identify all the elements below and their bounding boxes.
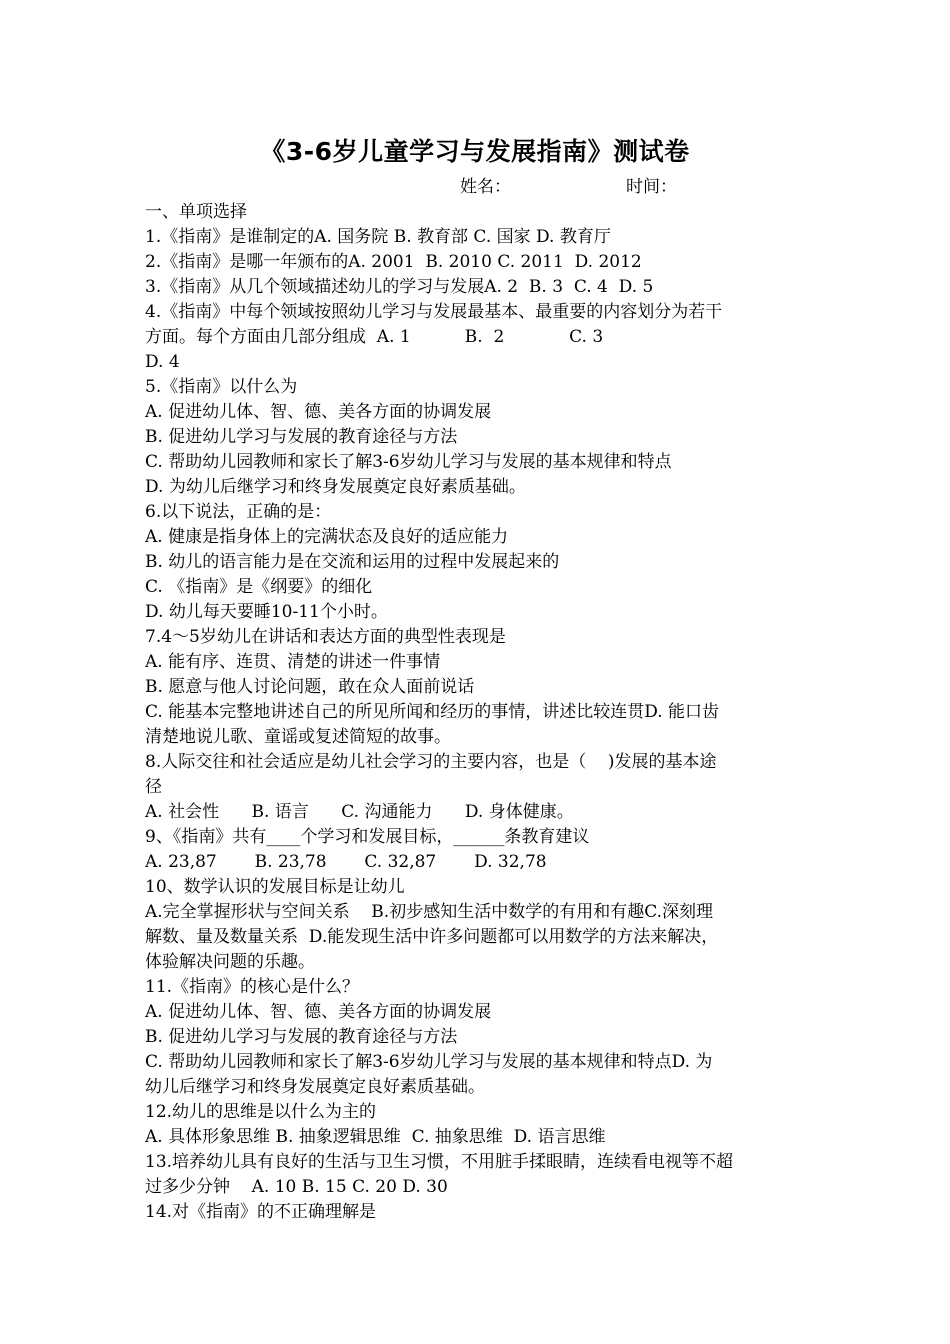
text-line: 过多少分钟 A. 10 B. 15 C. 20 D. 30 — [145, 1177, 448, 1197]
text-line: B. 愿意与他人讨论问题，敢在众人面前说话 — [145, 677, 475, 697]
text-line: C. 《指南》是《纲要》的细化 — [145, 577, 373, 597]
text-line: 幼儿后继学习和终身发展奠定良好素质基础。 — [145, 1077, 485, 1097]
text-line: B. 促进幼儿学习与发展的教育途径与方法 — [145, 1027, 458, 1047]
text-line: 体验解决问题的乐趣。 — [145, 952, 315, 972]
text-line: 12.幼儿的思维是以什么为主的 — [145, 1102, 377, 1122]
question-list — [145, 200, 813, 1225]
text-line: 1.《指南》是谁制定的A. 国务院 B. 教育部 C. 国家 D. 教育厅 — [145, 227, 611, 247]
text-line: A. 健康是指身体上的完满状态及良好的适应能力 — [145, 527, 509, 547]
text-line: A.完全掌握形状与空间关系 B.初步感知生活中数学的有用和有趣C.深刻理 — [145, 902, 713, 922]
text-line: D. 为幼儿后继学习和终身发展奠定良好素质基础。 — [145, 477, 526, 497]
text-line: 解数、量及数量关系 D.能发现生活中许多问题都可以用数学的方法来解决， — [145, 927, 719, 947]
text-line: 3.《指南》从几个领域描述幼儿的学习与发展A. 2 B. 3 C. 4 D. 5 — [145, 277, 654, 297]
text-line: 4.《指南》中每个领域按照幼儿学习与发展最基本、最重要的内容划分为若干 — [145, 302, 723, 322]
text-line: 清楚地说儿歌、童谣或复述简短的故事。 — [145, 727, 451, 747]
text-line: A. 社会性 B. 语言 C. 沟通能力 D. 身体健康。 — [145, 802, 574, 822]
document-title: 《3-6岁儿童学习与发展指南》测试卷 — [260, 137, 690, 166]
text-line: 13.培养幼儿具有良好的生活与卫生习惯，不用脏手揉眼睛，连续看电视等不超 — [145, 1152, 734, 1172]
text-line: B. 幼儿的语言能力是在交流和运用的过程中发展起来的 — [145, 552, 560, 572]
text-line: A. 促进幼儿体、智、德、美各方面的协调发展 — [145, 402, 492, 422]
text-line: C. 能基本完整地讲述自己的所见所闻和经历的事情，讲述比较连贯D. 能口齿 — [145, 702, 720, 722]
text-line: 9、《指南》共有____个学习和发展目标，______条教育建议 — [145, 827, 590, 847]
text-line: 10、数学认识的发展目标是让幼儿 — [145, 877, 405, 897]
text-line: 6.以下说法，正确的是： — [145, 502, 332, 522]
text-line: A. 具体形象思维 B. 抽象逻辑思维 C. 抽象思维 D. 语言思维 — [145, 1127, 606, 1147]
text-line: 2.《指南》是哪一年颁布的A. 2001 B. 2010 C. 2011 D. 2012 — [145, 252, 642, 272]
header-fields — [0, 175, 950, 200]
text-line: C. 帮助幼儿园教师和家长了解3-6岁幼儿学习与发展的基本规律和特点 — [145, 452, 672, 472]
text-line: A. 能有序、连贯、清楚的讲述一件事情 — [145, 652, 441, 672]
text-line: 7.4～5岁幼儿在讲话和表达方面的典型性表现是 — [145, 627, 506, 647]
text-line: D. 4 — [145, 352, 180, 372]
text-line: D. 幼儿每天要睡10-11个小时。 — [145, 602, 388, 622]
text-line: 一、单项选择 — [145, 202, 247, 222]
time-label: 时间： — [626, 177, 677, 197]
name-label: 姓名： — [460, 177, 511, 197]
text-line: 方面。每个方面由几部分组成 A. 1 B. 2 C. 3 — [145, 327, 604, 347]
text-line: B. 促进幼儿学习与发展的教育途径与方法 — [145, 427, 458, 447]
text-line: A. 23,87 B. 23,78 C. 32,87 D. 32,78 — [145, 852, 547, 872]
text-line: 径 — [145, 777, 162, 797]
text-line: 14.对《指南》的不正确理解是 — [145, 1202, 377, 1222]
text-line: A. 促进幼儿体、智、德、美各方面的协调发展 — [145, 1002, 492, 1022]
text-line: 5.《指南》以什么为 — [145, 377, 298, 397]
text-line: 11.《指南》的核心是什么？ — [145, 977, 360, 997]
text-line: C. 帮助幼儿园教师和家长了解3-6岁幼儿学习与发展的基本规律和特点D. 为 — [145, 1052, 713, 1072]
text-line: 8.人际交往和社会适应是幼儿社会学习的主要内容，也是（ )发展的基本途 — [145, 752, 717, 772]
